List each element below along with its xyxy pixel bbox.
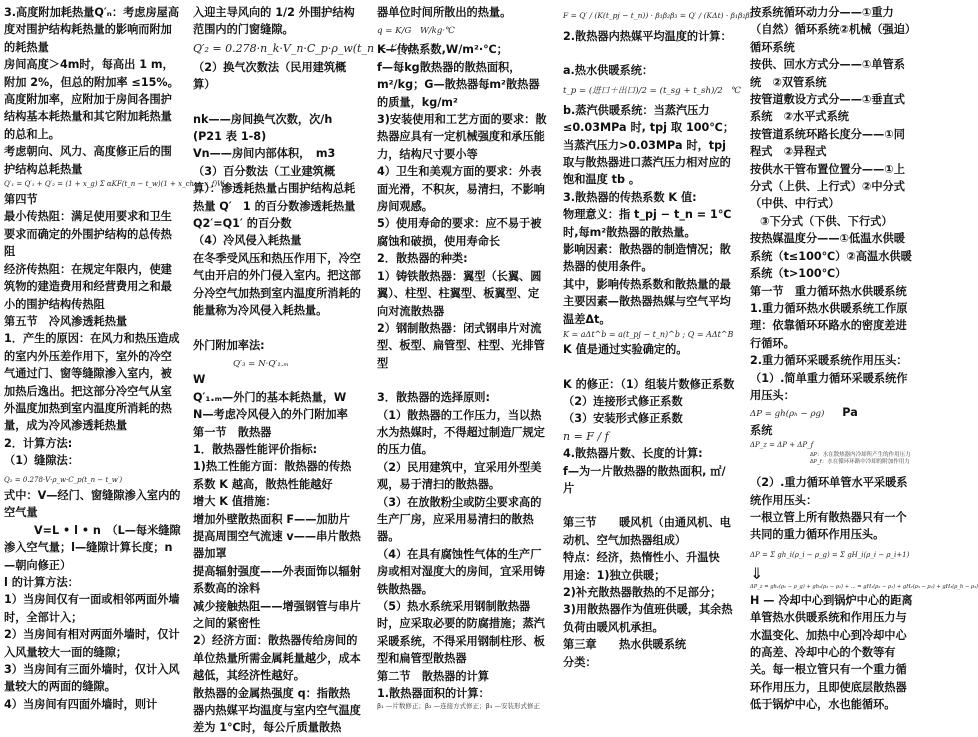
text-block: 2)补充散热器散热的不足部分； <box>563 585 722 599</box>
text-block: 其中，影响传热系数和散热量的最主要因素—散热器热媒与空气平均温差Δt。 <box>563 277 731 326</box>
text-block: （3）安装形式修正系数 <box>563 412 683 426</box>
text-block: 2．散热器的种类: <box>377 252 468 266</box>
text-block: 影响因素：散热器的制造情况；散热器的使用条件。 <box>563 243 731 274</box>
footnote: ΔP_f：水在循环环路中冷却的附加作用力 <box>810 459 910 466</box>
text-block: 经济传热阻：在规定年限内，使建筑物的建造费用和经营费用之和最小的围护结构传热阻 <box>4 262 172 311</box>
text-block: 按供、回水方式分——①单管系统 ②双管系统 <box>750 58 905 89</box>
text-block: 4.散热器片数、长度的计算: <box>563 447 703 461</box>
text-block: 物理意义：指 t_pj − t_n = 1℃时,每m²散热器的散热量。 <box>563 208 732 239</box>
text-block: 3)安装使用和工艺方面的要求：散热器应具有一定机械强度和承压能力，结构尺寸要小等 <box>377 113 547 161</box>
notes-column-1 <box>4 4 225 711</box>
text-block: （2）.重力循环单管水平采暖系统作用压头： <box>750 476 908 507</box>
formula: F = Q′ / (K(t_pj − t_n)) · β₁β₂β₃ = Q′ / (KΔt) · β₁β₂β₃ <box>563 11 753 20</box>
text-block <box>4 452 182 487</box>
text-block: 散热器的金属热强度 q：指散热器内热媒平均温度与室内空气温度差为 1℃时，每公斤质量散热 <box>193 686 361 735</box>
text-block: a.热水供暖系统： <box>563 64 654 78</box>
text-block: 按系统循环动力分——①重力（自然）循环系统②机械（强迫）循环系统 <box>750 6 911 54</box>
text-block: 入迎主导风向的 1/2 外围护结构范围内的门窗缝隙。 <box>193 6 355 37</box>
text-block <box>750 439 916 452</box>
text-block: b.蒸汽供暖系统：当蒸汽压力≤0.03MPa 时, tpj 取 100℃；当蒸汽压力>0.03MPa 时，tpj 取与散热器进口蒸汽压力相对应的饱和温度 tb 。 <box>563 103 735 187</box>
text-block: 高度附加率，应附加于房间各围护结构基本耗热量和其它附加耗热量的总和上。 <box>4 93 172 141</box>
formula: Q′₃ = N·Q′₁.ₘ <box>233 358 289 369</box>
text-block: 1．产生的原因：在风力和热压造成的室内外压差作用下，室外的冷空气通过门、窗等缝隙渗入室内，被加热后逸出。把这部分冷空气从室外温度加热到室内温度所消耗的热量，成为冷风渗透耗热量 <box>4 332 180 433</box>
text-block: 3.散热器的传热系数 K 值: <box>563 190 697 204</box>
text-block: 2．计算方法: <box>4 436 73 450</box>
text-block: K 的修正：（1）组装片数修正系数（2）连接形式修正系数 <box>563 377 735 408</box>
text-block: 提高辐射强度——外表面饰以辐射系数高的涂料 <box>193 564 361 596</box>
notes-column-5 <box>750 4 978 712</box>
text-block: 2）钢制散热器：闭式钢串片对流型、板型、扁管型、柱型、光排管型 <box>377 321 545 370</box>
formula: t_p = (进口＋出口)/2 = (t_sg + t_sh)/2 ℃ <box>563 85 741 96</box>
formula: Q′₂ = 0.278·n_k·V_n·C_p·ρ_w(t_n − t′_w) <box>193 41 417 55</box>
text-block: 2）经济方面：散热器传给房间的单位热量所需金属耗量越少，成本越低，其经济性越好。 <box>193 634 361 683</box>
text-block: 按管道敷设方式分——①垂直式系统 ②水平式系统 <box>750 93 905 124</box>
section-heading: 第五节 冷风渗透耗热量 <box>4 314 128 328</box>
text-block: f—为一片散热器的散热面积, ㎡/片 <box>563 464 726 495</box>
formula: Q₂ = 0.278·V·ρ_w·C_p(t_n − t_w′) <box>4 475 123 484</box>
text-block: （5）热水系统采用钢制散热器时，应采取必要的防腐措施；蒸汽采暖系统，不得采用钢制柱形、板型和扁管型散热器 <box>377 600 545 666</box>
text-block: nk——房间换气次数，次/h (P21 表 1-8) <box>193 112 333 144</box>
text-block: W <box>193 373 206 387</box>
text-block: 1）当房间仅有一面或相邻两面外墙时，全部计入； <box>4 593 180 624</box>
text-block: （1）散热器的工作压力，当以热水为热媒时，不得超过制造厂规定的压力值。 <box>377 408 545 457</box>
text-block: 考虑朝向、风力、高度修正后的围护结构总耗热量 <box>4 145 172 176</box>
text-block: 特点：经济，热惰性小、升温快 <box>563 551 720 565</box>
formula: ΔP_z = ΔP + ΔP_f <box>750 441 814 450</box>
formula: ΔP = gh(ρₕ − ρg) <box>750 409 825 420</box>
notes-column-4 <box>563 4 753 669</box>
section-heading: 第三章 热水供暖系统 <box>563 638 687 652</box>
text-block <box>750 404 916 421</box>
unit-label: Pa <box>842 406 858 420</box>
formula: Q′₁ = Q′₁ + Q′₂ = (1 + x_g) Σ αKF(t_n − t_w)(1 + x_ch + x_f)W <box>4 180 225 189</box>
text-block: 减少接触热阻——增强钢管与串片之间的紧密性 <box>193 599 361 630</box>
arrow-icon: ⇓ <box>750 563 764 583</box>
text-block: （2）换气次数法（民用建筑概算） <box>193 60 347 92</box>
text-block: f—每kg散热器的散热面积，m²/kg；G—散热器每m²散热器的质量，kg/m² <box>377 60 540 109</box>
text-block: 3）当房间有三面外墙时，仅计入风量较大的两面的缝隙。 <box>4 663 180 694</box>
text-block: （4）在具有腐蚀性气体的生产厂房或相对湿度大的房间，宜采用铸铁散热器。 <box>377 547 545 596</box>
text-block: 5）使用寿命的要求：应不易于被腐蚀和破损，使用寿命长 <box>377 217 542 248</box>
text-block: 3)用散热器作为值班供暖，其余热负荷由暖风机承担。 <box>563 603 733 634</box>
text-block: 器单位时间所散出的热量。 <box>377 6 512 19</box>
text-block: 2.散热器内热媒平均温度的计算： <box>563 30 732 43</box>
text-block: 房间高度＞4m时，每高出 1 m，附加 2%，但总的附加率 ≤15%。 <box>4 58 179 89</box>
text-block: 1.散热器面积的计算： <box>377 687 490 701</box>
text-block: N—考虑冷风侵入的外门附加率 <box>193 408 348 422</box>
text-block: 按热媒温度分——①低温水供暖系统（t≤100℃）②高温水供暖系统（t>100℃） <box>750 232 912 281</box>
text-block: 1）铸铁散热器：翼型（长翼、圆翼）、柱型、柱翼型、板翼型、定向对流散热器 <box>377 269 542 318</box>
text-block: 3.高度附加耗热量Q′ₙ：考虑房屋高度对围护结构耗热量的影响而附加的耗热量 <box>4 6 180 54</box>
formula: n = F / f <box>563 429 609 443</box>
text-block: 按供水干管布置位置分——①上分式（上供、上行式）②中分式（中供、中行式） <box>750 162 905 211</box>
footnote: ΔP：水在散热器内冷却所产生的作用压力 <box>810 452 911 459</box>
formula: K = aΔt^b = a(t_pj − t_n)^b ; Q = AΔt^B <box>563 330 734 340</box>
section-heading: 第一节 散热器 <box>193 425 272 439</box>
text-block: 4）当房间有四面外墙时，则计 <box>4 697 158 711</box>
text-block: 1．散热器性能评价指标: <box>193 442 318 456</box>
text-block: Vn——房间内部体积， m3 <box>193 147 336 161</box>
footnote: β₁ —片数修正；β₂ —连接方式修正；β₃ —安装形式修正 <box>377 702 540 711</box>
label: 外门附加率法: <box>193 338 265 352</box>
section-heading: 第一节 重力循环热水供暖系统 <box>750 284 907 298</box>
text-block: 1.重力循环热水供暖系统工作原理：依靠循环环路水的密度差进行循环。 <box>750 301 908 350</box>
text-block: 增加外壁散热面积 F——加肋片 <box>193 512 350 526</box>
formula: q = K/G W/kg·℃ <box>377 26 455 37</box>
text-block: 按管道系统环路长度分——①同程式 ②异程式 <box>750 127 905 159</box>
text-block: （3）百分数法（工业建筑概算）：渗透耗热量占围护结构总耗热量 Q′ 1 的百分数渗透耗热量 <box>193 164 356 213</box>
section-heading: 第三节 暖风机（由通风机、电动机、空气加热器组成） <box>563 516 731 547</box>
text-block: 最小传热阻：满足使用要求和卫生要求而确定的外围护结构的总传热阻 <box>4 210 172 259</box>
text-block: 式中：V—经门、窗缝隙渗入室内的空气量 <box>4 488 181 520</box>
text-block: 1)热工性能方面：散热器的传热系数 K 越高，散热性能越好 <box>193 460 352 491</box>
formula: ΔP_z = gh₁(ρ₂ − ρ_g) + gh₂(ρ₃ − ρ₂) + ... = gH₁(ρ₂ − ρ₁) + gH₂(ρ₃ − ρ₂) + gH₃(ρ_h − ρ₃) <box>750 583 978 590</box>
text-block: 分类： <box>563 655 597 669</box>
text-block: ③下分式（下供、下行式） <box>760 214 893 228</box>
text-block: 一根立管上所有散热器只有一个共同的重力循环作用压头。 <box>750 510 907 542</box>
text-block: （1）.简单重力循环采暖系统作用压头： <box>750 371 908 402</box>
text-block: 提高周围空气流速 v——串片散热器加罩 <box>193 529 361 561</box>
text-block: 增大 K 值措施： <box>193 495 277 509</box>
notes-column-3 <box>377 4 549 711</box>
text-block: （3）在放散粉尘或防尘要求高的生产厂房，应采用易清扫的散热器。 <box>377 495 542 544</box>
text-block: K 值是通过实验确定的。 <box>563 343 688 357</box>
text-block: 4）卫生和美观方面的要求：外表面光滑，不积灰，易清扫，不影响房间观感。 <box>377 165 545 214</box>
text-block: Q2′=Q1′ 的百分数 <box>193 217 292 231</box>
text-block: 在冬季受风压和热压作用下，冷空气由开启的外门侵入室内。把这部分冷空气加热到室内温度所消耗的能量称为冷风侵入耗热量。 <box>193 251 361 318</box>
text-block: K—传热系数,W/m²·℃； <box>377 43 508 57</box>
text-block: （4）冷风侵入耗热量 <box>193 234 302 248</box>
text-block: 系统 <box>750 423 773 437</box>
text-block: 2.重力循环采暖系统作用压头： <box>750 354 908 368</box>
text-block: l 的计算方法： <box>4 576 79 589</box>
text-block: Q′₁.ₘ—外门的基本耗热量，W <box>193 390 347 404</box>
text-block: V=L • l • n （L—每米缝隙渗入空气量；l—缝隙计算长度；n—朝向修正） <box>4 523 181 572</box>
formula: ΔP = Σ gh_i(ρ_i − ρ_g) = Σ gH_i(ρ_i − ρ_i+1) <box>750 550 910 559</box>
label: （1）缝隙法： <box>4 454 79 468</box>
text-block: 2）当房间有相对两面外墙时，仅计入风量较大一面的缝隙； <box>4 628 180 659</box>
text-block: H — 冷却中心到锅炉中心的距离单管热水供暖系统和作用压力与水温变化、加热中心到冷却中心的高差、冷却中心的个数等有关。每一根立管只有一个重力循环作用压力，且即使底层散热器低于锅炉中心，水也能循环。 <box>750 593 913 712</box>
text-block <box>193 337 361 372</box>
section-heading: 第二节 散热器的计算 <box>377 669 489 683</box>
text-block: 用途：1)独立供暖； <box>563 568 666 582</box>
section-heading: 第四节 <box>4 193 38 207</box>
text-block: 3．散热器的选择原则: <box>377 391 490 405</box>
text-block: （2）民用建筑中，宜采用外型美观，易于清扫的散热器。 <box>377 460 542 492</box>
